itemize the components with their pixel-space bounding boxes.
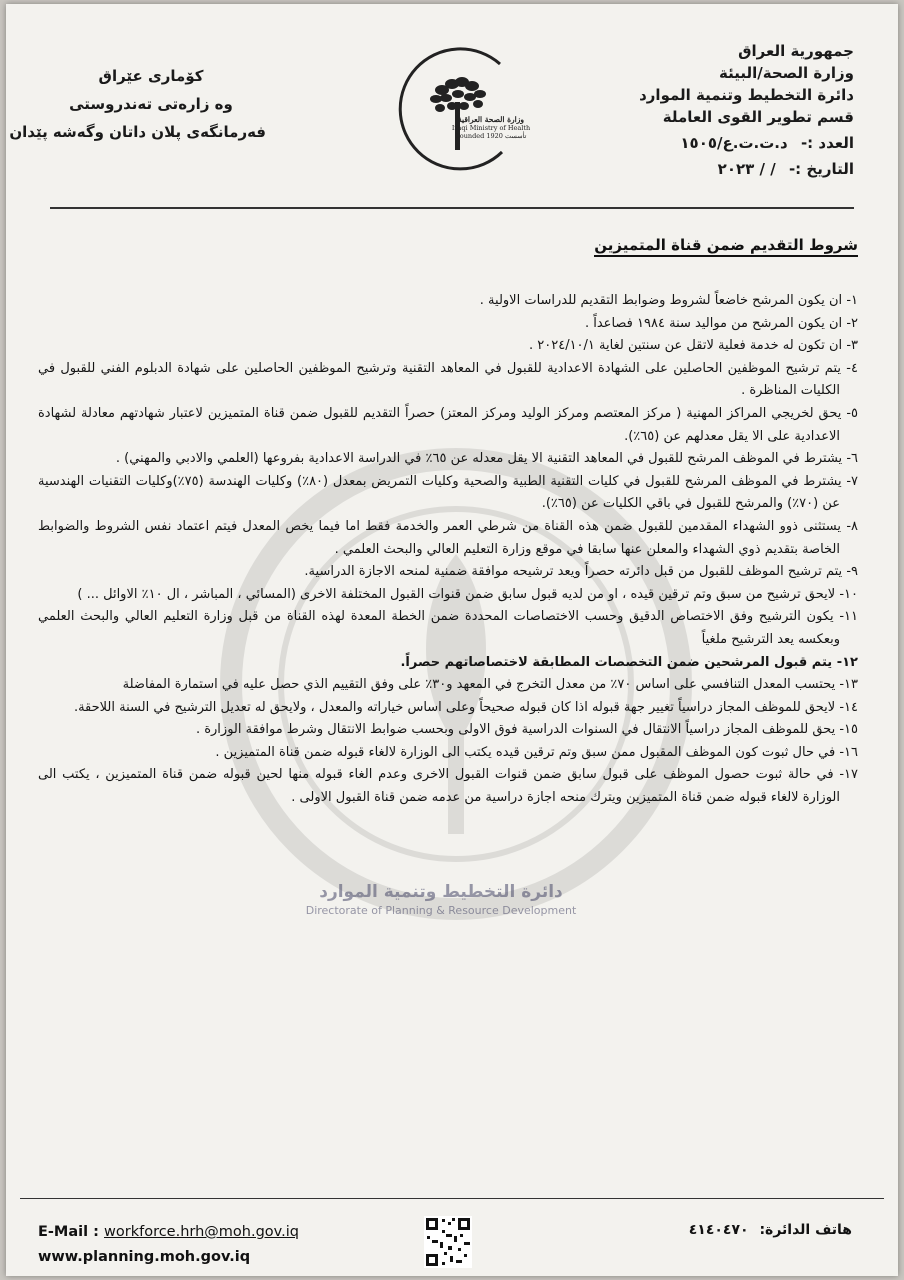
condition-item: ١٥- يحق للموظف المجاز دراسياً الانتقال في السنوات الدراسية فوق الاولى وبحسب ضوابط الانتقال وشرط موافقة الوزارة . bbox=[195, 722, 858, 738]
date-label: التاريخ :- bbox=[788, 160, 854, 178]
email-label: E-Mail : bbox=[38, 1224, 99, 1240]
website-link[interactable]: www.planning.moh.gov.iq bbox=[38, 1249, 251, 1265]
footer-divider bbox=[20, 1198, 884, 1199]
header-country: جمهورية العراق bbox=[738, 42, 854, 60]
condition-item: ٤- يتم ترشيح الموظفين الحاصلين على الشهادة الاعدادية للقبول في المعاهد التقنية وترشيح الموظفين الحاصلين على شهادة الدبلوم الفني للقبول في الكليات المناظرة . bbox=[38, 360, 858, 399]
condition-item: ٥- يحق لخريجي المراكز المهنية ( مركز المعتصم ومركز الوليد ومركز المعتز) حصراً التقديم للقبول ضمن قناة المتميزين لاعتبار شهادتهم معادلة لشهادة الاعدادية على الا يقل معدلهم عن (٦٥٪). bbox=[38, 405, 858, 444]
conditions-list bbox=[38, 290, 858, 810]
document-page bbox=[6, 4, 898, 1276]
condition-item: ٦- يشترط في الموظف المرشح للقبول في المعاهد التقنية الا يقل معدله عن ٦٥٪ في الدراسة الاعدادية بفروعها (العلمي والادبي والمهني) . bbox=[115, 451, 858, 467]
kurdish-ministry: وه زارەتی تەندروستی bbox=[69, 95, 233, 113]
condition-item: ١٢- يتم قبول المرشحين ضمن التخصصات المطابقة لاختصاصاتهم حصراً. bbox=[400, 654, 858, 670]
logo-caption bbox=[436, 116, 546, 140]
reference-value: د.ت.ت.ع/١٥٠٥ bbox=[680, 134, 788, 152]
logo-founded: Founded 1920 تأسست bbox=[455, 132, 527, 140]
document-date bbox=[604, 158, 854, 180]
logo-name-ar: وزارة الصحة العراقية bbox=[458, 115, 524, 124]
footer-contact bbox=[38, 1220, 398, 1270]
logo-name-en: Iraqi Ministry of Health bbox=[451, 124, 531, 132]
header-directorate: دائرة التخطيط وتنمية الموارد bbox=[639, 86, 854, 104]
condition-item: ١١- يكون الترشيح وفق الاختصاص الدقيق وحسب الاختصاصات المحددة ضمن الخطة المعدة لهذه القناة من قبل وزارة التعليم العالي والبحث العلمي وبعكسه يعد الترشيح ملغياً bbox=[38, 609, 858, 647]
phone-label: هاتف الدائرة: bbox=[759, 1222, 852, 1238]
qr-code-icon bbox=[424, 1216, 472, 1268]
footer-phone bbox=[689, 1222, 852, 1238]
stamp-arabic: دائرة التخطيط وتنمية الموارد bbox=[319, 882, 563, 902]
condition-item: ١٤- لايحق للموظف المجاز دراسياً تغيير جهة قبوله اذا كان قبوله صحيحاً وعلى اساس خياراته والمعدل ، ولايحق له تعديل الترشيح في السنة اللاحقة. bbox=[73, 699, 858, 715]
condition-item: ١٧- في حالة ثبوت حصول الموظف على قبول سابق ضمن قنوات القبول الاخرى وعدم الغاء قبوله منها لحين قبوله ضمن قناة المتميزين ، يكتب الى الوزارة لالغاء قبوله ضمن قناة المتميزين ويترك منحه اجازة دراسية من عدمه ضمن قناة القبول الاولى . bbox=[38, 767, 858, 806]
condition-item: ١٦- في حال ثبوت كون الموظف المقبول ممن سبق وتم ترقين قيده يكتب الى الوزارة لالغاء قبوله ضمن قناة المتميزين . bbox=[215, 744, 858, 760]
header-ministry: وزارة الصحة/البيئة bbox=[719, 64, 854, 82]
phone-number: ٤١٤٠٤٧٠ bbox=[688, 1222, 749, 1238]
document-title: شروط التقديم ضمن قناة المتميزين bbox=[594, 236, 858, 257]
kurdish-directorate: فەرمانگەی پلان داتان وگەشە پێدان bbox=[9, 123, 266, 141]
email-link[interactable]: workforce.hrh@moh.gov.iq bbox=[104, 1224, 299, 1240]
header-department: قسم تطوير القوى العاملة bbox=[662, 108, 854, 126]
header-divider bbox=[50, 207, 854, 209]
official-stamp bbox=[276, 882, 606, 917]
condition-item: ٩- يتم ترشيح الموظف للقبول من قبل دائرته حصراً ويعد ترشيحه موافقة ضمنية لمنحه الاجازة الدراسية. bbox=[304, 564, 858, 580]
reference-number bbox=[604, 132, 854, 154]
header-kurdish bbox=[9, 62, 266, 146]
condition-item: ٧- يشترط في الموظف المرشح للقبول في كليات التقنية الطبية والصحية وكليات التمريض بمعدل (٨٠٪) وكليات الهندسة (٧٥٪)وكليات التقنيات الهندسية عن (٧٠٪) والمرشح للقبول في باقي الكليات عن (٦٥٪). bbox=[38, 473, 858, 512]
condition-item: ٢- ان يكون المرشح من مواليد سنة ١٩٨٤ فصاعداً . bbox=[584, 315, 858, 331]
footer-email bbox=[38, 1220, 398, 1245]
condition-item: ٣- ان تكون له خدمة فعلية لاتقل عن سنتين لغاية ٢٠٢٤/١٠/١ . bbox=[529, 338, 858, 354]
condition-item: ١٠- لايحق ترشيح من سبق وتم ترقين قيده ، او من لديه قبول سابق ضمن قنوات القبول المختلفة الاخرى (المسائي ، المباشر ، ال ١٠٪ الاوائل ... ) bbox=[77, 586, 858, 602]
condition-item: ١- ان يكون المرشح خاضعاً لشروط وضوابط التقديم للدراسات الاولية . bbox=[479, 293, 858, 308]
date-value: / / ٢٠٢٣ bbox=[717, 160, 776, 178]
kurdish-country: کۆماری عێراق bbox=[98, 67, 204, 85]
stamp-english: Directorate of Planning & Resource Development bbox=[305, 904, 577, 917]
reference-label: العدد :- bbox=[800, 134, 854, 152]
condition-item: ٨- يستثنى ذوو الشهداء المقدمين للقبول ضمن هذه القناة من شرطي العمر والخدمة فقط اما فيما يخص المعدل فيتم اعتماد نفس الشروط والضوابط الخاصة بتقديم ذوي الشهداء والمعلن عنها سابقا في موقع وزارة التعليم العالي والبحث العلمي . bbox=[38, 518, 858, 557]
header-arabic bbox=[604, 40, 854, 180]
condition-item: ١٣- يحتسب المعدل التنافسي على اساس ٧٠٪ من معدل التخرج في المعهد و٣٠٪ على وفق التقييم الذي حصل عليه في استمارة المفاضلة bbox=[122, 677, 858, 693]
ministry-logo-icon bbox=[390, 42, 525, 177]
